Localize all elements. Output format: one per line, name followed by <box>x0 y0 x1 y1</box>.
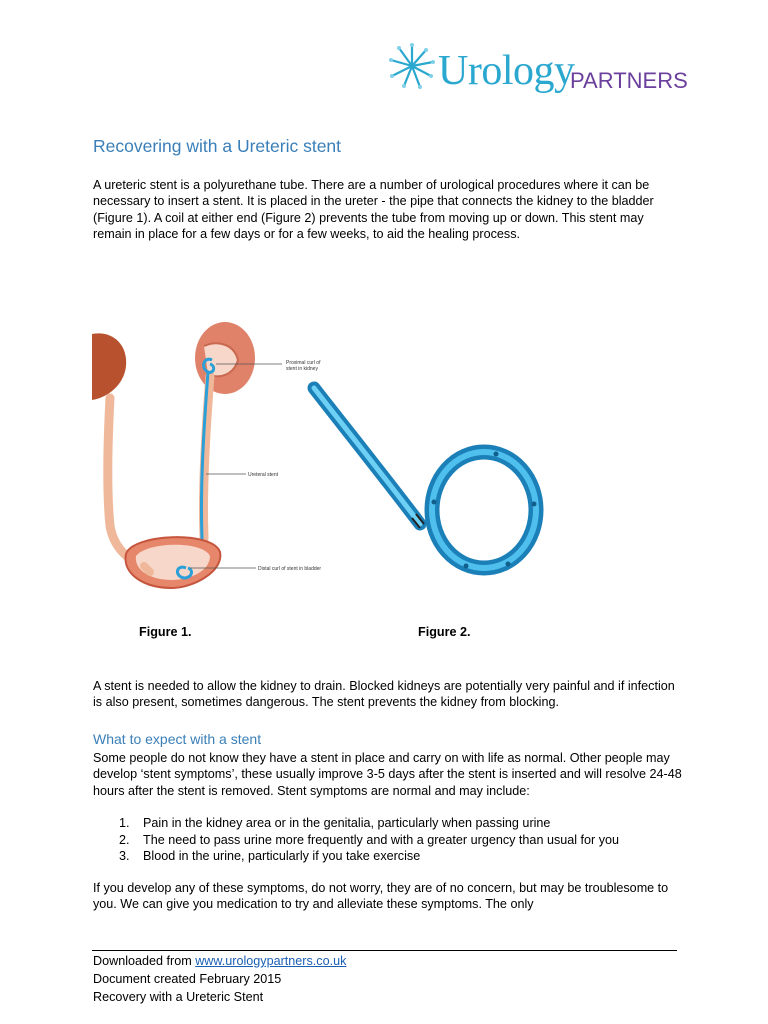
list-item: 2. The need to pass urine more frequently and with a greater urgency than usual for you <box>119 832 620 847</box>
page-title: Recovering with a Ureteric stent <box>93 136 342 156</box>
footer-link[interactable]: www.urologypartners.co.uk <box>195 954 347 968</box>
section-heading: What to expect with a stent <box>93 731 262 747</box>
left-ureter <box>108 398 144 566</box>
footer-created: Document created February 2015 <box>93 972 282 986</box>
label-distal: Distal curl of stent in bladder <box>258 566 322 572</box>
urology-partners-logo <box>388 42 688 104</box>
figure-1-caption: Figure 1. <box>139 625 192 639</box>
figure-2-caption: Figure 2. <box>418 625 471 639</box>
logo-wordmark: Urology <box>438 48 575 94</box>
left-kidney <box>92 333 126 400</box>
symptom-list <box>93 815 619 865</box>
footer-downloaded: Downloaded from www.urologypartners.co.uk <box>93 954 347 968</box>
intro-paragraph: A ureteric stent is a polyurethane tube. There are a number of urological procedures where it can be necessary to insert a stent. It is placed in the ureter - the pipe that connects the kidney to the bladder (Figure 1). A coil at either end (Figure 2) prevents the tube from moving up or down. This stent may remain in place for a few days or for a few weeks, to aid the healing process. <box>93 178 654 242</box>
list-item: 3. Blood in the urine, particularly if you take exercise <box>119 849 421 864</box>
logo-partners: PARTNERS <box>570 68 688 93</box>
figure-1-illustration <box>92 316 322 590</box>
list-item: 1. Pain in the kidney area or in the genitalia, particularly when passing urine <box>119 816 551 830</box>
drain-paragraph: A stent is needed to allow the kidney to drain. Blocked kidneys are potentially very painful and if infection is also present, sometimes dangerous. The stent prevents the kidney from blocking. <box>93 679 675 710</box>
section-body: Some people do not know they have a stent in place and carry on with life as normal. Other people may develop ‘stent symptoms’, these usually improve 3-5 days after the stent is inserted and will resolve 24-48 hours after the stent is removed. Stent symptoms are normal and may include: <box>93 751 682 798</box>
label-ureteral-stent: Ureteral stent <box>248 472 279 478</box>
label-proximal-2: stent in kidney <box>286 366 318 372</box>
closing-paragraph: If you develop any of these symptoms, do not worry, they are of no concern, but may be troublesome to you. We can give you medication to try and alleviate these symptoms. The only <box>93 881 669 912</box>
starburst-icon <box>388 42 436 90</box>
label-proximal-1: Proximal curl of <box>286 360 321 366</box>
footer-divider <box>92 950 677 951</box>
figure-2-illustration <box>312 384 552 584</box>
footer-doc-title: Recovery with a Ureteric Stent <box>93 990 264 1004</box>
